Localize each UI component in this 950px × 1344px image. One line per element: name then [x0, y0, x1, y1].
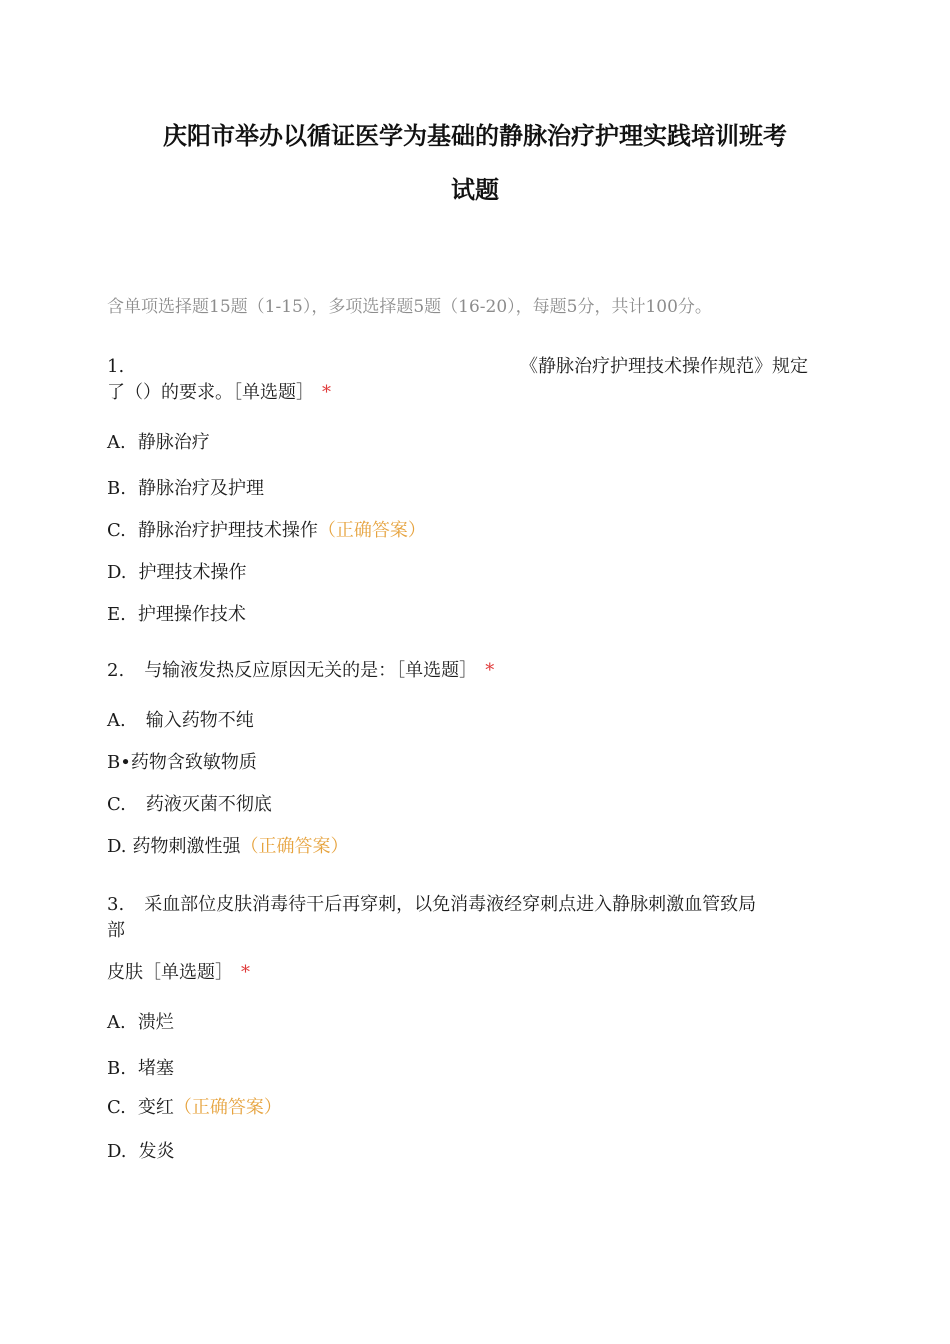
question-2-text: 2. 与输液发热反应原因无关的是：［单选题］ * [107, 660, 495, 681]
question-1-option-b[interactable]: B. 静脉治疗及护理 [107, 478, 264, 499]
required-mark: * [485, 660, 495, 681]
question-3-text-continued: 皮肤［单选题］ * [107, 962, 250, 983]
question-1-option-a[interactable]: A. 静脉治疗 [107, 432, 210, 453]
question-1-text: 《静脉治疗护理技术操作规范》规定 [520, 356, 808, 377]
question-1-option-c[interactable]: C. 静脉治疗护理技术操作（正确答案） [107, 520, 426, 541]
question-3-text: 3. 采血部位皮肤消毒待干后再穿刺，以免消毒液经穿刺点进入静脉刺激血管致局 [107, 894, 757, 915]
question-1-option-d[interactable]: D. 护理技术操作 [107, 562, 247, 583]
required-mark: * [322, 382, 331, 403]
question-1-option-e[interactable]: E. 护理操作技术 [107, 604, 246, 625]
question-3-option-b[interactable]: B. 堵塞 [107, 1058, 174, 1079]
question-2-option-a[interactable]: A. 输入药物不纯 [107, 710, 254, 731]
question-2-option-b[interactable]: B•药物含致敏物质 [107, 752, 257, 773]
question-1-number: 1. [107, 356, 125, 377]
exam-title-line-1: 庆阳市举办以循证医学为基础的静脉治疗护理实践培训班考 [163, 122, 787, 150]
question-2-option-d[interactable]: D. 药物刺激性强（正确答案） [107, 836, 349, 857]
correct-answer-tag: （正确答案） [173, 1097, 282, 1118]
question-3-option-c[interactable]: C. 变红（正确答案） [107, 1097, 282, 1118]
question-1-text-continued: 了（）的要求。［单选题］ * [107, 382, 331, 403]
required-mark: * [241, 962, 250, 983]
question-3-text-wrap: 部 [107, 920, 125, 941]
exam-title-line-2: 试题 [451, 176, 499, 204]
question-3-option-a[interactable]: A. 溃烂 [107, 1012, 174, 1033]
question-3-option-d[interactable]: D. 发炎 [107, 1141, 175, 1162]
correct-answer-tag: （正确答案） [240, 836, 349, 857]
exam-intro: 含单项选择题15题（1-15），多项选择题5题（16-20），每题5分，共计100分。 [107, 297, 712, 317]
question-2-option-c[interactable]: C. 药液灭菌不彻底 [107, 794, 272, 815]
correct-answer-tag: （正确答案） [317, 520, 426, 541]
